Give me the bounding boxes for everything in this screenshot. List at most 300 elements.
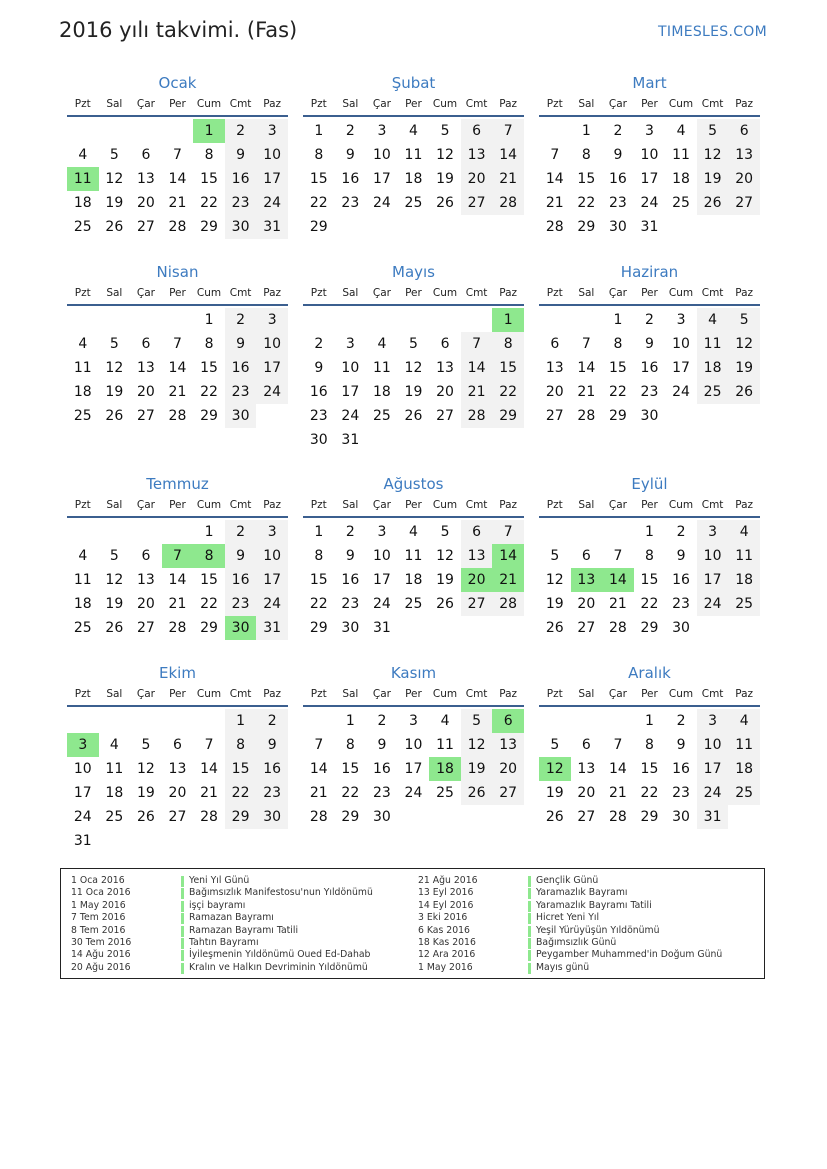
day-cell: 28 xyxy=(309,809,328,825)
holiday-row xyxy=(71,962,373,974)
empty-day-cell xyxy=(602,520,634,544)
weekend-day-cell: 16 xyxy=(225,167,257,191)
week-row xyxy=(303,404,524,428)
weekday-label: Cmt xyxy=(701,98,724,110)
weekend-day-cell: 21 xyxy=(461,380,493,404)
week-row xyxy=(67,356,288,380)
weekend-day-cell: 30 xyxy=(225,215,257,239)
week-row xyxy=(67,805,288,829)
empty-day-cell xyxy=(67,119,99,143)
day-cell: 9 xyxy=(645,336,654,352)
site-brand-link[interactable]: TIMESLES.COM xyxy=(658,24,767,40)
weekday-label: Cmt xyxy=(229,499,252,511)
weekend-day-cell: 9 xyxy=(225,544,257,568)
empty-day-cell xyxy=(162,520,194,544)
week-row xyxy=(539,167,760,191)
weekday-label: Per xyxy=(169,287,186,299)
week-row xyxy=(67,191,288,215)
days-grid xyxy=(303,308,524,452)
day-cell: 26 xyxy=(105,408,124,424)
month-block xyxy=(303,73,524,239)
week-row xyxy=(539,404,760,428)
week-row xyxy=(67,568,288,592)
day-cell: 26 xyxy=(545,620,564,636)
month-name: Ocak xyxy=(158,74,197,92)
holiday-date: 12 Ara 2016 xyxy=(418,949,476,961)
weekend-day-cell: 16 xyxy=(225,356,257,380)
holiday-marker xyxy=(181,950,184,961)
day-cell: 12 xyxy=(436,147,454,163)
day-cell: 19 xyxy=(105,195,124,211)
day-cell: 21 xyxy=(577,384,596,400)
weekday-header xyxy=(303,93,524,117)
empty-day-cell xyxy=(728,805,760,829)
week-row xyxy=(539,332,760,356)
weekend-day-cell: 4 xyxy=(728,709,760,733)
weekday-header xyxy=(67,683,288,707)
weekend-day-cell: 4 xyxy=(697,308,729,332)
holiday-row xyxy=(71,887,373,899)
holiday-marker xyxy=(181,963,184,974)
holiday-row xyxy=(71,875,373,887)
weekday-label: Per xyxy=(405,98,422,110)
weekday-label: Cum xyxy=(432,688,458,700)
empty-day-cell xyxy=(366,215,398,239)
day-cell: 28 xyxy=(168,408,187,424)
holiday-row xyxy=(71,912,373,924)
day-cell: 19 xyxy=(404,384,423,400)
days-grid xyxy=(67,119,288,239)
day-cell: 29 xyxy=(309,620,328,636)
weekday-label: Çar xyxy=(372,688,391,700)
week-row xyxy=(67,520,288,544)
day-cell: 26 xyxy=(545,809,564,825)
week-row xyxy=(67,119,288,143)
day-cell: 19 xyxy=(436,171,454,187)
day-cell: 6 xyxy=(440,336,450,352)
day-cell: 16 xyxy=(672,572,690,588)
day-cell: 25 xyxy=(73,408,92,424)
day-cell: 10 xyxy=(372,548,391,564)
weekday-label: Sal xyxy=(106,499,123,511)
weekday-label: Pzt xyxy=(546,499,563,511)
week-row xyxy=(303,119,524,143)
empty-day-cell xyxy=(429,805,461,829)
weekday-header xyxy=(539,282,760,306)
day-cell: 21 xyxy=(200,785,218,801)
day-cell: 22 xyxy=(608,384,627,400)
weekend-day-cell: 9 xyxy=(225,332,257,356)
empty-day-cell xyxy=(366,308,398,332)
weekend-day-cell: 14 xyxy=(461,356,493,380)
weekend-day-cell: 7 xyxy=(492,119,524,143)
weekday-label: Paz xyxy=(499,98,518,110)
weekend-day-cell: 22 xyxy=(225,781,257,805)
day-cell: 3 xyxy=(645,123,654,139)
empty-day-cell xyxy=(67,308,99,332)
weekend-day-cell: 31 xyxy=(697,805,729,829)
day-cell: 18 xyxy=(372,384,391,400)
day-cell: 8 xyxy=(314,147,324,163)
week-row xyxy=(303,143,524,167)
day-cell: 7 xyxy=(581,336,591,352)
weekday-label: Cum xyxy=(668,98,694,110)
day-cell: 28 xyxy=(200,809,218,825)
day-cell: 10 xyxy=(73,761,92,777)
day-cell: 4 xyxy=(109,737,119,753)
empty-day-cell xyxy=(461,428,493,452)
empty-day-cell xyxy=(539,520,571,544)
day-cell: 27 xyxy=(577,809,596,825)
weekend-day-cell: 17 xyxy=(697,568,729,592)
day-cell: 23 xyxy=(672,785,690,801)
day-cell: 5 xyxy=(409,336,418,352)
weekend-day-cell: 3 xyxy=(256,308,288,332)
weekday-label: Paz xyxy=(263,287,282,299)
weekday-label: Cmt xyxy=(465,499,488,511)
weekday-label: Pzt xyxy=(74,499,91,511)
day-cell: 30 xyxy=(672,620,690,636)
holiday-date: 14 Eyl 2016 xyxy=(418,899,474,911)
holiday-name: Mayıs günü xyxy=(536,961,590,973)
weekday-label: Çar xyxy=(372,287,391,299)
empty-day-cell xyxy=(429,308,461,332)
holiday-row xyxy=(418,887,722,899)
weekend-day-cell: 10 xyxy=(256,143,288,167)
day-cell: 19 xyxy=(545,596,564,612)
holiday-date: 14 Ağu 2016 xyxy=(71,949,131,961)
day-cell: 11 xyxy=(73,572,92,588)
day-cell: 11 xyxy=(436,737,454,753)
day-cell: 1 xyxy=(204,524,214,540)
holiday-day-cell: 6 xyxy=(492,709,524,733)
weekend-day-cell: 3 xyxy=(256,119,288,143)
empty-day-cell xyxy=(67,709,99,733)
empty-day-cell xyxy=(398,308,430,332)
day-cell: 7 xyxy=(550,147,560,163)
holiday-name: Ramazan Bayramı xyxy=(189,912,274,924)
day-cell: 29 xyxy=(309,219,328,235)
week-row xyxy=(303,805,524,829)
day-cell: 21 xyxy=(545,195,564,211)
weekday-label: Cum xyxy=(668,287,694,299)
weekday-label: Sal xyxy=(106,98,123,110)
day-cell: 23 xyxy=(341,596,360,612)
week-row xyxy=(67,143,288,167)
empty-day-cell xyxy=(571,709,603,733)
holiday-name: Tahtın Bayramı xyxy=(189,936,259,948)
weekend-day-cell: 23 xyxy=(256,781,288,805)
month-block xyxy=(67,262,288,428)
month-block xyxy=(539,73,760,239)
holiday-name: Hicret Yeni Yıl xyxy=(536,912,600,924)
day-cell: 13 xyxy=(136,360,155,376)
weekday-label: Çar xyxy=(608,688,627,700)
empty-day-cell xyxy=(539,308,571,332)
empty-day-cell xyxy=(429,428,461,452)
day-cell: 3 xyxy=(676,312,686,328)
days-grid xyxy=(67,308,288,428)
weekday-label: Paz xyxy=(499,499,518,511)
day-cell: 16 xyxy=(341,572,360,588)
weekend-day-cell: 30 xyxy=(256,805,288,829)
empty-day-cell xyxy=(398,215,430,239)
holiday-name: Kralın ve Halkın Devriminin Yıldönümü xyxy=(189,961,368,973)
week-row xyxy=(303,356,524,380)
day-cell: 6 xyxy=(173,737,182,753)
empty-day-cell xyxy=(697,616,729,640)
day-cell: 18 xyxy=(105,785,124,801)
day-cell: 23 xyxy=(672,596,690,612)
weekend-day-cell: 18 xyxy=(697,356,729,380)
days-grid xyxy=(539,520,760,640)
weekday-label: Pzt xyxy=(310,499,327,511)
day-cell: 12 xyxy=(404,360,423,376)
holiday-day-cell: 21 xyxy=(492,568,524,592)
week-row xyxy=(67,215,288,239)
day-cell: 4 xyxy=(409,524,418,540)
day-cell: 21 xyxy=(168,596,187,612)
holiday-marker xyxy=(181,938,184,949)
day-cell: 6 xyxy=(581,548,591,564)
empty-day-cell xyxy=(99,119,131,143)
holiday-marker xyxy=(181,901,184,912)
month-name: Haziran xyxy=(620,263,679,281)
day-cell: 10 xyxy=(341,360,360,376)
day-cell: 4 xyxy=(78,336,88,352)
holiday-name: Yeni Yıl Günü xyxy=(189,875,250,886)
month-name: Mayıs xyxy=(392,263,435,281)
day-cell: 1 xyxy=(314,524,324,540)
day-cell: 14 xyxy=(545,171,564,187)
weekday-header xyxy=(67,282,288,306)
week-row xyxy=(539,805,760,829)
day-cell: 28 xyxy=(608,809,627,825)
day-cell: 22 xyxy=(309,596,328,612)
month-block xyxy=(303,474,524,640)
empty-day-cell xyxy=(429,616,461,640)
empty-day-cell xyxy=(492,215,524,239)
day-cell: 10 xyxy=(640,147,659,163)
day-cell: 31 xyxy=(341,432,360,448)
day-cell: 7 xyxy=(613,737,623,753)
day-cell: 12 xyxy=(436,548,454,564)
weekday-label: Per xyxy=(641,499,658,511)
day-cell: 5 xyxy=(109,147,119,163)
week-row xyxy=(303,757,524,781)
day-cell: 19 xyxy=(436,572,454,588)
holiday-day-cell: 30 xyxy=(225,616,257,640)
weekday-label: Cmt xyxy=(701,688,724,700)
day-cell: 22 xyxy=(200,195,218,211)
day-cell: 27 xyxy=(136,219,155,235)
day-cell: 26 xyxy=(136,809,155,825)
week-row xyxy=(539,119,760,143)
day-cell: 1 xyxy=(645,524,654,540)
day-cell: 14 xyxy=(577,360,596,376)
weekday-label: Cmt xyxy=(465,688,488,700)
empty-day-cell xyxy=(99,308,131,332)
weekday-label: Paz xyxy=(735,287,754,299)
day-cell: 29 xyxy=(577,219,596,235)
month-name: Şubat xyxy=(391,74,436,92)
weekend-day-cell: 24 xyxy=(256,380,288,404)
weekday-label: Per xyxy=(641,98,658,110)
weekday-label: Sal xyxy=(342,688,359,700)
weekday-label: Paz xyxy=(735,98,754,110)
day-cell: 7 xyxy=(613,548,623,564)
weekend-day-cell: 2 xyxy=(225,308,257,332)
day-cell: 11 xyxy=(372,360,391,376)
week-row xyxy=(67,733,288,757)
day-cell: 31 xyxy=(73,833,92,849)
holiday-date: 7 Tem 2016 xyxy=(71,912,126,924)
day-cell: 2 xyxy=(613,123,623,139)
month-block xyxy=(67,663,288,853)
weekday-label: Pzt xyxy=(74,287,91,299)
day-cell: 16 xyxy=(309,384,328,400)
day-cell: 18 xyxy=(73,596,92,612)
week-row xyxy=(67,592,288,616)
weekday-label: Cmt xyxy=(465,98,488,110)
month-block xyxy=(539,663,760,829)
empty-day-cell xyxy=(67,520,99,544)
weekday-label: Çar xyxy=(372,98,391,110)
weekend-day-cell: 24 xyxy=(697,781,729,805)
week-row xyxy=(539,215,760,239)
month-name: Ağustos xyxy=(383,475,444,493)
weekday-header xyxy=(303,282,524,306)
weekend-day-cell: 11 xyxy=(697,332,729,356)
day-cell: 25 xyxy=(73,620,92,636)
day-cell: 12 xyxy=(545,572,564,588)
empty-day-cell xyxy=(398,428,430,452)
weekday-label: Sal xyxy=(342,287,359,299)
weekday-label: Cum xyxy=(432,499,458,511)
empty-day-cell xyxy=(225,829,257,853)
day-cell: 30 xyxy=(372,809,391,825)
day-cell: 30 xyxy=(341,620,360,636)
weekend-day-cell: 9 xyxy=(256,733,288,757)
weekday-label: Pzt xyxy=(546,688,563,700)
month-name: Kasım xyxy=(390,664,437,682)
month-block xyxy=(67,474,288,640)
weekend-day-cell: 13 xyxy=(461,544,493,568)
weekend-day-cell: 26 xyxy=(461,781,493,805)
days-grid xyxy=(539,308,760,428)
weekend-day-cell: 29 xyxy=(225,805,257,829)
week-row xyxy=(539,544,760,568)
empty-day-cell xyxy=(697,215,729,239)
weekday-label: Cmt xyxy=(701,499,724,511)
holiday-date: 21 Ağu 2016 xyxy=(418,875,478,886)
day-cell: 25 xyxy=(404,195,423,211)
day-cell: 10 xyxy=(372,147,391,163)
day-cell: 11 xyxy=(672,147,690,163)
week-row xyxy=(539,380,760,404)
day-cell: 20 xyxy=(168,785,187,801)
day-cell: 14 xyxy=(168,572,187,588)
empty-day-cell xyxy=(697,404,729,428)
weekday-label: Sal xyxy=(106,688,123,700)
day-cell: 7 xyxy=(173,147,182,163)
week-row xyxy=(67,616,288,640)
day-cell: 26 xyxy=(404,408,423,424)
day-cell: 4 xyxy=(676,123,686,139)
day-cell: 7 xyxy=(173,336,182,352)
holiday-date: 6 Kas 2016 xyxy=(418,924,470,936)
day-cell: 20 xyxy=(136,384,155,400)
day-cell: 6 xyxy=(141,336,151,352)
day-cell: 21 xyxy=(608,785,627,801)
empty-day-cell xyxy=(398,616,430,640)
empty-day-cell xyxy=(539,709,571,733)
day-cell: 12 xyxy=(105,572,124,588)
weekday-label: Çar xyxy=(372,499,391,511)
week-row xyxy=(67,829,288,853)
empty-day-cell xyxy=(193,709,225,733)
weekend-day-cell: 27 xyxy=(461,592,493,616)
day-cell: 26 xyxy=(105,620,124,636)
weekend-day-cell: 5 xyxy=(461,709,493,733)
week-row xyxy=(539,709,760,733)
weekday-label: Cum xyxy=(196,499,222,511)
empty-day-cell xyxy=(665,404,697,428)
weekday-label: Pzt xyxy=(310,98,327,110)
holiday-name: İyileşmenin Yıldönümü Oued Ed-Dahab xyxy=(189,949,371,961)
weekday-label: Cmt xyxy=(465,287,488,299)
empty-day-cell xyxy=(539,119,571,143)
empty-day-cell xyxy=(99,829,131,853)
holiday-row xyxy=(418,875,722,887)
holiday-name: Yeşil Yürüyüşün Yıldönümü xyxy=(536,924,660,936)
week-row xyxy=(303,709,524,733)
weekend-day-cell: 24 xyxy=(256,592,288,616)
empty-day-cell xyxy=(335,308,367,332)
day-cell: 25 xyxy=(105,809,124,825)
day-cell: 18 xyxy=(404,572,423,588)
holiday-date: 18 Kas 2016 xyxy=(418,936,476,948)
day-cell: 5 xyxy=(109,336,119,352)
week-row xyxy=(67,404,288,428)
day-cell: 2 xyxy=(345,524,355,540)
empty-day-cell xyxy=(461,616,493,640)
day-cell: 4 xyxy=(78,548,88,564)
holiday-row xyxy=(71,949,373,961)
holiday-marker xyxy=(528,876,531,887)
empty-day-cell xyxy=(256,404,288,428)
day-cell: 24 xyxy=(640,195,659,211)
day-cell: 2 xyxy=(676,713,686,729)
weekday-label: Paz xyxy=(499,287,518,299)
empty-day-cell xyxy=(130,520,162,544)
holiday-row xyxy=(71,925,373,937)
weekend-day-cell: 10 xyxy=(697,544,729,568)
holiday-day-cell: 11 xyxy=(67,167,99,191)
week-row xyxy=(303,428,524,452)
day-cell: 31 xyxy=(640,219,659,235)
holiday-name: Bağımsızlık Manifestosu'nun Yıldönümü xyxy=(189,887,373,899)
weekday-label: Sal xyxy=(578,688,595,700)
weekend-day-cell: 8 xyxy=(225,733,257,757)
day-cell: 9 xyxy=(613,147,623,163)
holiday-date: 3 Eki 2016 xyxy=(418,912,468,924)
holiday-name: Ramazan Bayramı Tatili xyxy=(189,924,299,936)
weekend-day-cell: 2 xyxy=(256,709,288,733)
weekday-header xyxy=(539,683,760,707)
holiday-name: Yaramazlık Bayramı xyxy=(536,887,628,899)
day-cell: 9 xyxy=(345,548,355,564)
